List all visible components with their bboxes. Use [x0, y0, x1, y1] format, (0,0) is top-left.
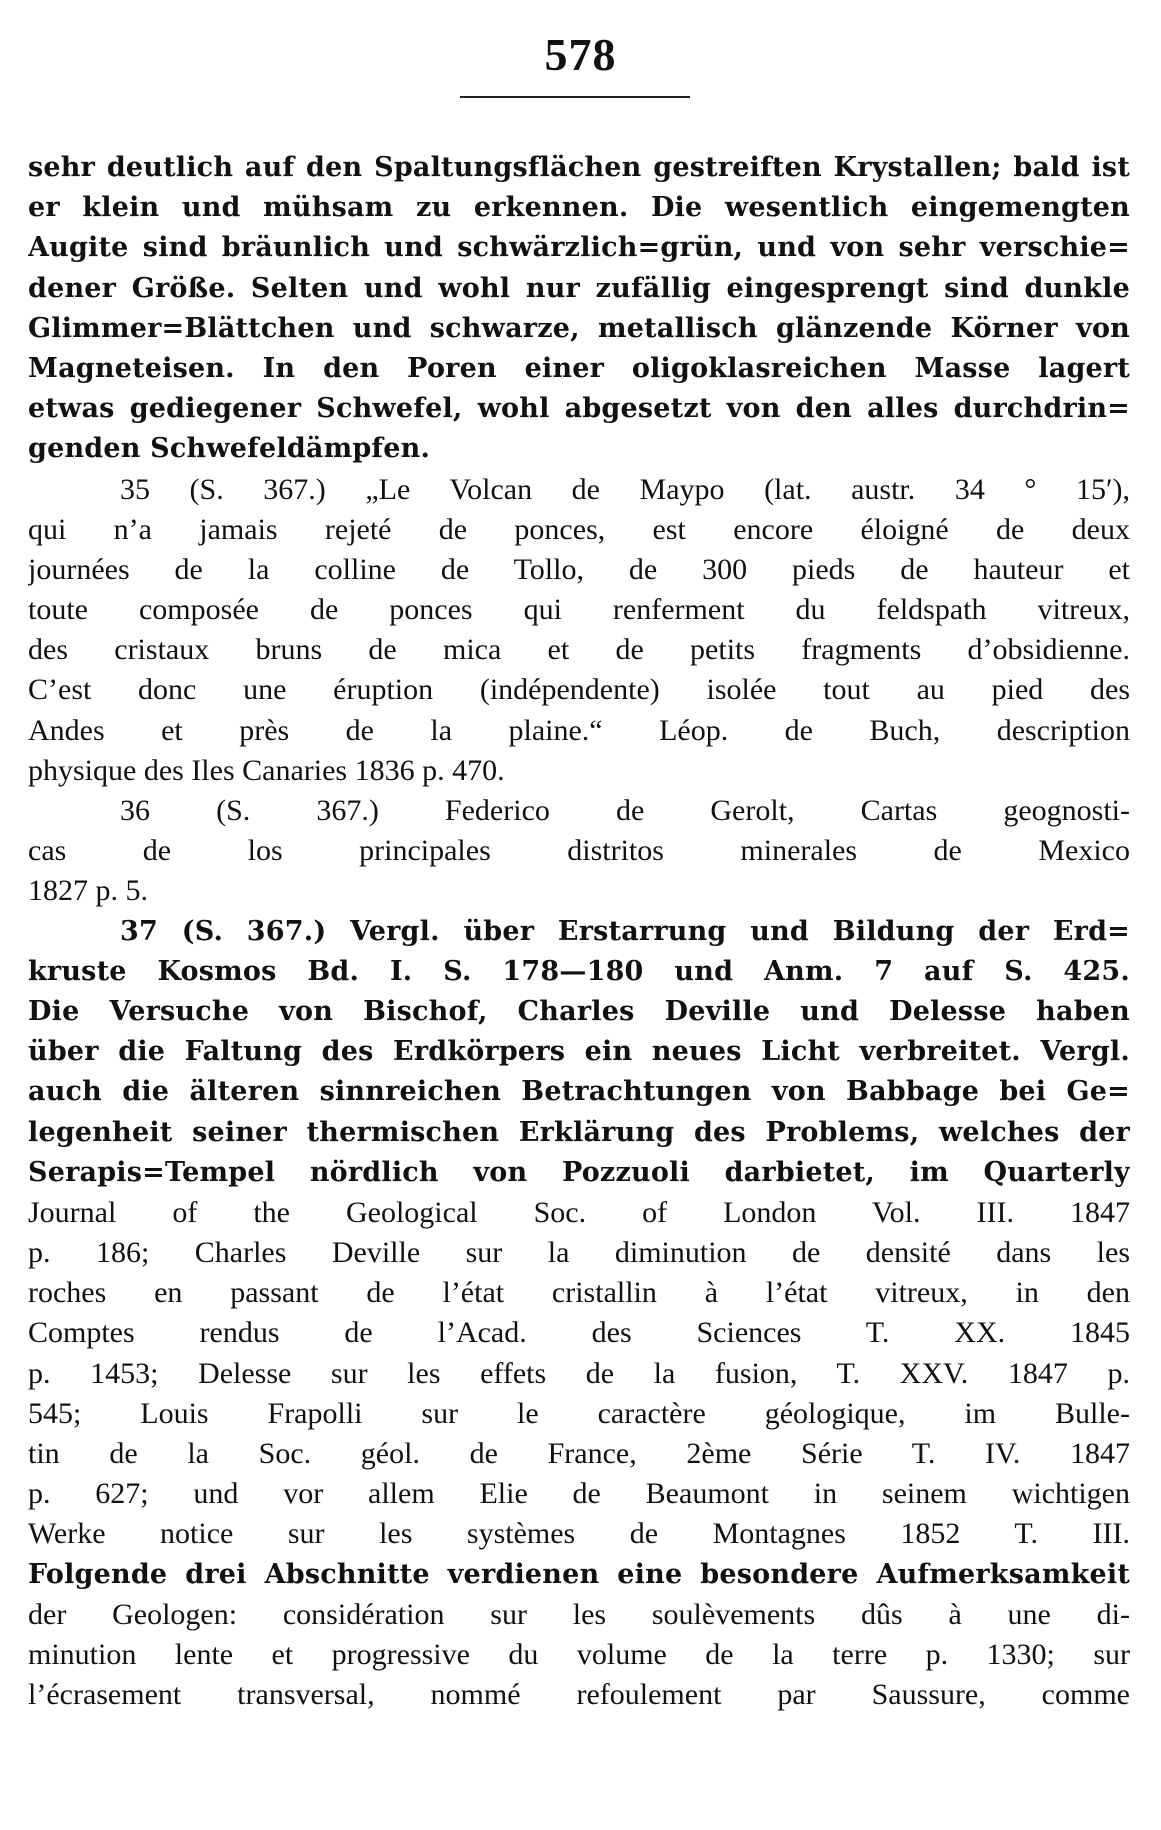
text-line: physique des Iles Canaries 1836 p. 470. [28, 753, 505, 787]
text-line: kruste Kosmos Bd. I. S. 178—180 und Anm. 7 auf S. 425. [28, 955, 1130, 987]
text-line: Comptes rendus de l’Acad. des Sciences T. XX. 1845 [28, 1316, 1130, 1350]
footnote-37-start: 37 (S. 367.) Vergl. über Erstarrung und Bildung der Erd= [120, 915, 1130, 947]
text-line: p. 627; und vor allem Elie de Beaumont in seinem wichtigen [28, 1477, 1130, 1511]
text-line: über die Faltung des Erdkörpers ein neues Licht verbreitet. Vergl. [28, 1036, 1130, 1068]
text-line: toute composée de ponces qui renferment du feldspath vitreux, [28, 593, 1130, 627]
text-line: p. 186; Charles Deville sur la diminution de densité dans les [28, 1236, 1130, 1270]
text-line: Glimmer=Blättchen und schwarze, metallisch glänzende Körner von [28, 312, 1130, 344]
text-line: 1827 p. 5. [28, 874, 148, 908]
text-line: er klein und mühsam zu erkennen. Die wesentlich eingemengten [28, 192, 1130, 224]
text-line: Magneteisen. In den Poren einer oligoklasreichen Masse lagert [28, 352, 1130, 384]
text-line: Werke notice sur les systèmes de Montagnes 1852 T. III. [28, 1517, 1130, 1551]
text-line: dener Größe. Selten und wohl nur zufällig eingesprengt sind dunkle [28, 272, 1130, 304]
text-line: tin de la Soc. géol. de France, 2ème Série T. IV. 1847 [28, 1437, 1130, 1470]
text-line: etwas gediegener Schwefel, wohl abgesetzt von den alles durchdrin= [28, 393, 1130, 425]
text-line: Serapis=Tempel nördlich von Pozzuoli darbietet, im Quarterly [28, 1156, 1130, 1188]
text-line: roches en passant de l’état cristallin à l’état vitreux, in den [28, 1276, 1130, 1310]
text-line: cas de los principales distritos minerales de Mexico [28, 834, 1130, 868]
text-line: Augite sind bräunlich und schwärzlich=grün, und von sehr verschie= [28, 232, 1130, 264]
text-line: sehr deutlich auf den Spaltungsflächen gestreiften Krystallen; bald ist [28, 152, 1130, 183]
footnote-36-start: 36 (S. 367.) Federico de Gerolt, Cartas geognosti- [120, 794, 1130, 827]
text-line: journées de la colline de Tollo, de 300 pieds de hauteur et [28, 552, 1130, 586]
page-number: 578 [544, 29, 617, 80]
header-rule [460, 96, 690, 98]
text-line: Folgende drei Abschnitte verdienen eine besondere Aufmerksamkeit [28, 1558, 1130, 1590]
text-line: C’est donc une éruption (indépendente) isolée tout au pied des [28, 673, 1130, 707]
text-line: Die Versuche von Bischof, Charles Deville und Delesse haben [28, 995, 1130, 1027]
text-line: 545; Louis Frapolli sur le caractère géologique, im Bulle- [28, 1396, 1130, 1430]
text-line: des cristaux bruns de mica et de petits fragments d’obsidienne. [28, 633, 1130, 667]
text-line: auch die älteren sinnreichen Betrachtungen von Babbage bei Ge= [28, 1076, 1130, 1108]
text-line: der Geologen: considération sur les soulèvements dûs à une di- [28, 1597, 1130, 1631]
footnote-35-start: 35 (S. 367.) „Le Volcan de Maypo (lat. austr. 34 ° 15′), [120, 472, 1130, 506]
text-line: Andes et près de la plaine.“ Léop. de Buch, description [28, 713, 1130, 747]
text-line: l’écrasement transversal, nommé refoulement par Saussure, comme [28, 1678, 1130, 1712]
text-line: genden Schwefeldämpfen. [28, 433, 431, 465]
text-line: Journal of the Geological Soc. of London Vol. III. 1847 [28, 1195, 1130, 1229]
footnote-text [28, 148, 1130, 1715]
text-line: qui n’a jamais rejeté de ponces, est encore éloigné de deux [28, 512, 1130, 546]
text-line: legenheit seiner thermischen Erklärung des Problems, welches der [28, 1116, 1130, 1148]
text-line: p. 1453; Delesse sur les effets de la fusion, T. XXV. 1847 p. [28, 1356, 1130, 1390]
text-line: minution lente et progressive du volume de la terre p. 1330; sur [28, 1637, 1130, 1671]
